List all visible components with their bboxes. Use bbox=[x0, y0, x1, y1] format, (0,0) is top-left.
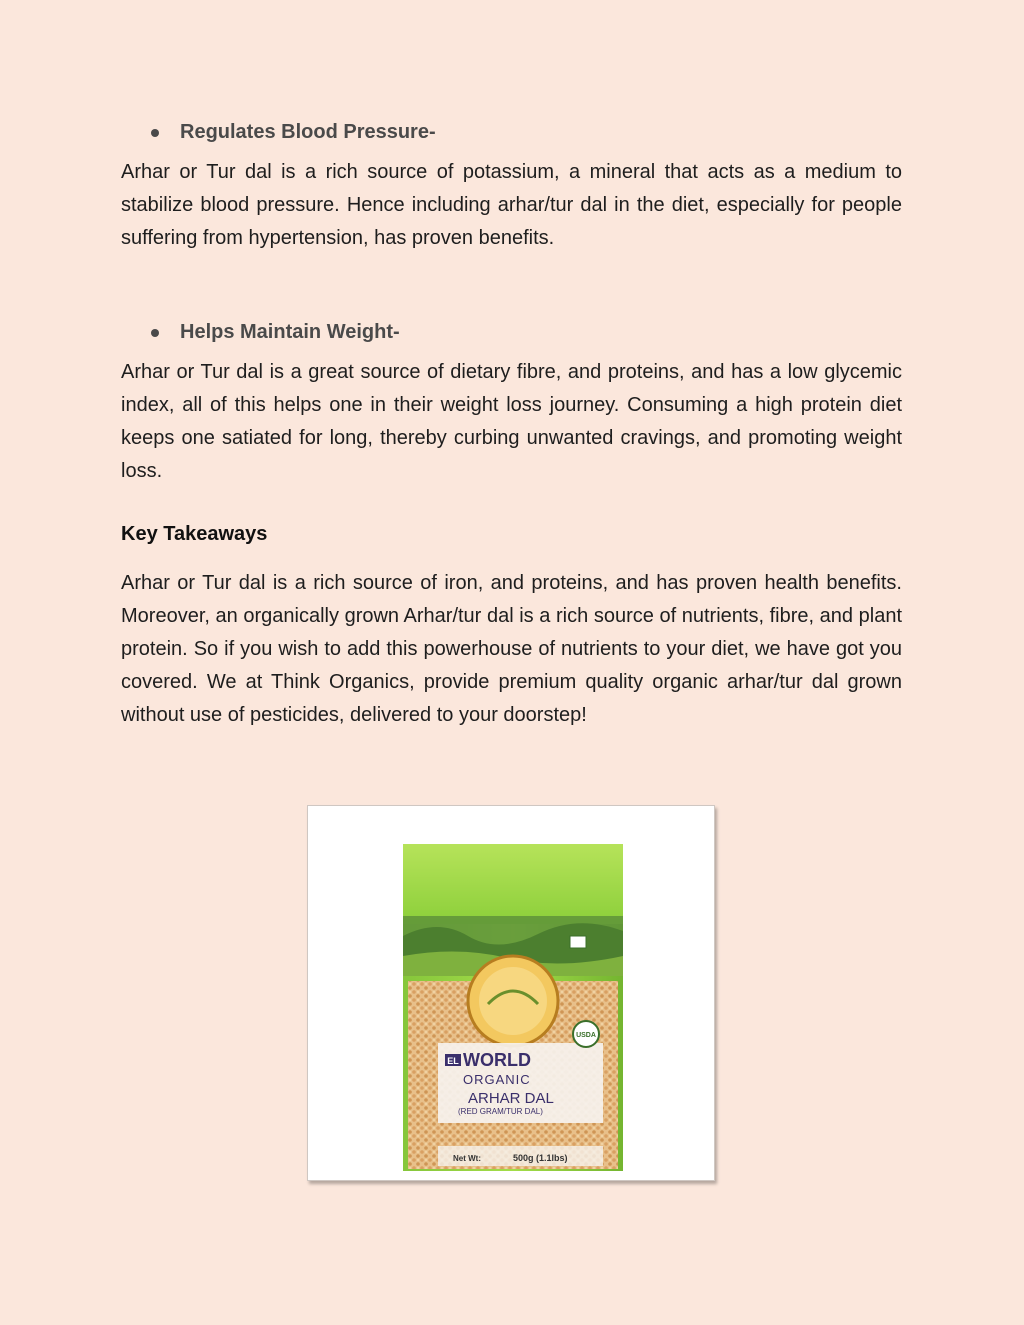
net-weight-value: 500g (1.1lbs) bbox=[513, 1153, 568, 1163]
product-line1: ORGANIC bbox=[463, 1072, 531, 1087]
arhar-dal-package-illustration bbox=[308, 806, 714, 1180]
heading-text: Helps Maintain Weight- bbox=[180, 321, 400, 343]
product-line3: (RED GRAM/TUR DAL) bbox=[458, 1107, 543, 1116]
section-blood-pressure bbox=[121, 116, 902, 316]
brand-name: WORLD bbox=[463, 1050, 531, 1070]
flag-icon bbox=[570, 936, 586, 948]
product-line2: ARHAR DAL bbox=[468, 1090, 554, 1107]
bullet-icon bbox=[151, 329, 159, 337]
bullet-heading-blood-pressure bbox=[121, 116, 902, 149]
net-weight-label: Net Wt: bbox=[453, 1154, 481, 1163]
product-image bbox=[307, 805, 715, 1181]
key-takeaways-paragraph: Arhar or Tur dal is a rich source of iron, and proteins, and has proven health benefits. Moreover, an organically grown Arhar/tur dal is a rich source of nutrients, fibre, and plant protein. So if you wish to add this powerhouse of nutrients to your diet, we have got you covered. We at Think Organics, provide premium quality organic arhar/tur dal grown without use of pesticides, delivered to your doorstep! bbox=[121, 572, 902, 726]
brand-prefix: EL bbox=[447, 1056, 459, 1066]
section-weight bbox=[121, 316, 902, 488]
document-page bbox=[121, 116, 902, 732]
bullet-icon bbox=[151, 129, 159, 137]
heading-text: Regulates Blood Pressure- bbox=[180, 121, 436, 143]
usda-badge-text: USDA bbox=[576, 1032, 596, 1039]
package-top bbox=[403, 844, 623, 924]
paragraph-blood-pressure: Arhar or Tur dal is a rich source of potassium, a mineral that acts as a medium to stabilize blood pressure. Hence including arhar/tur dal in the diet, especially for people suffering from hypertension, has proven benefits. bbox=[121, 161, 902, 249]
key-takeaways-title: Key Takeaways bbox=[121, 523, 268, 545]
paragraph-weight: Arhar or Tur dal is a great source of dietary fibre, and proteins, and has a low glycemic index, all of this helps one in their weight loss journey. Consuming a high protein diet keeps one satiated for long, thereby curbing unwanted cravings, and promoting weight loss. bbox=[121, 361, 902, 482]
bullet-heading-weight bbox=[121, 316, 902, 349]
